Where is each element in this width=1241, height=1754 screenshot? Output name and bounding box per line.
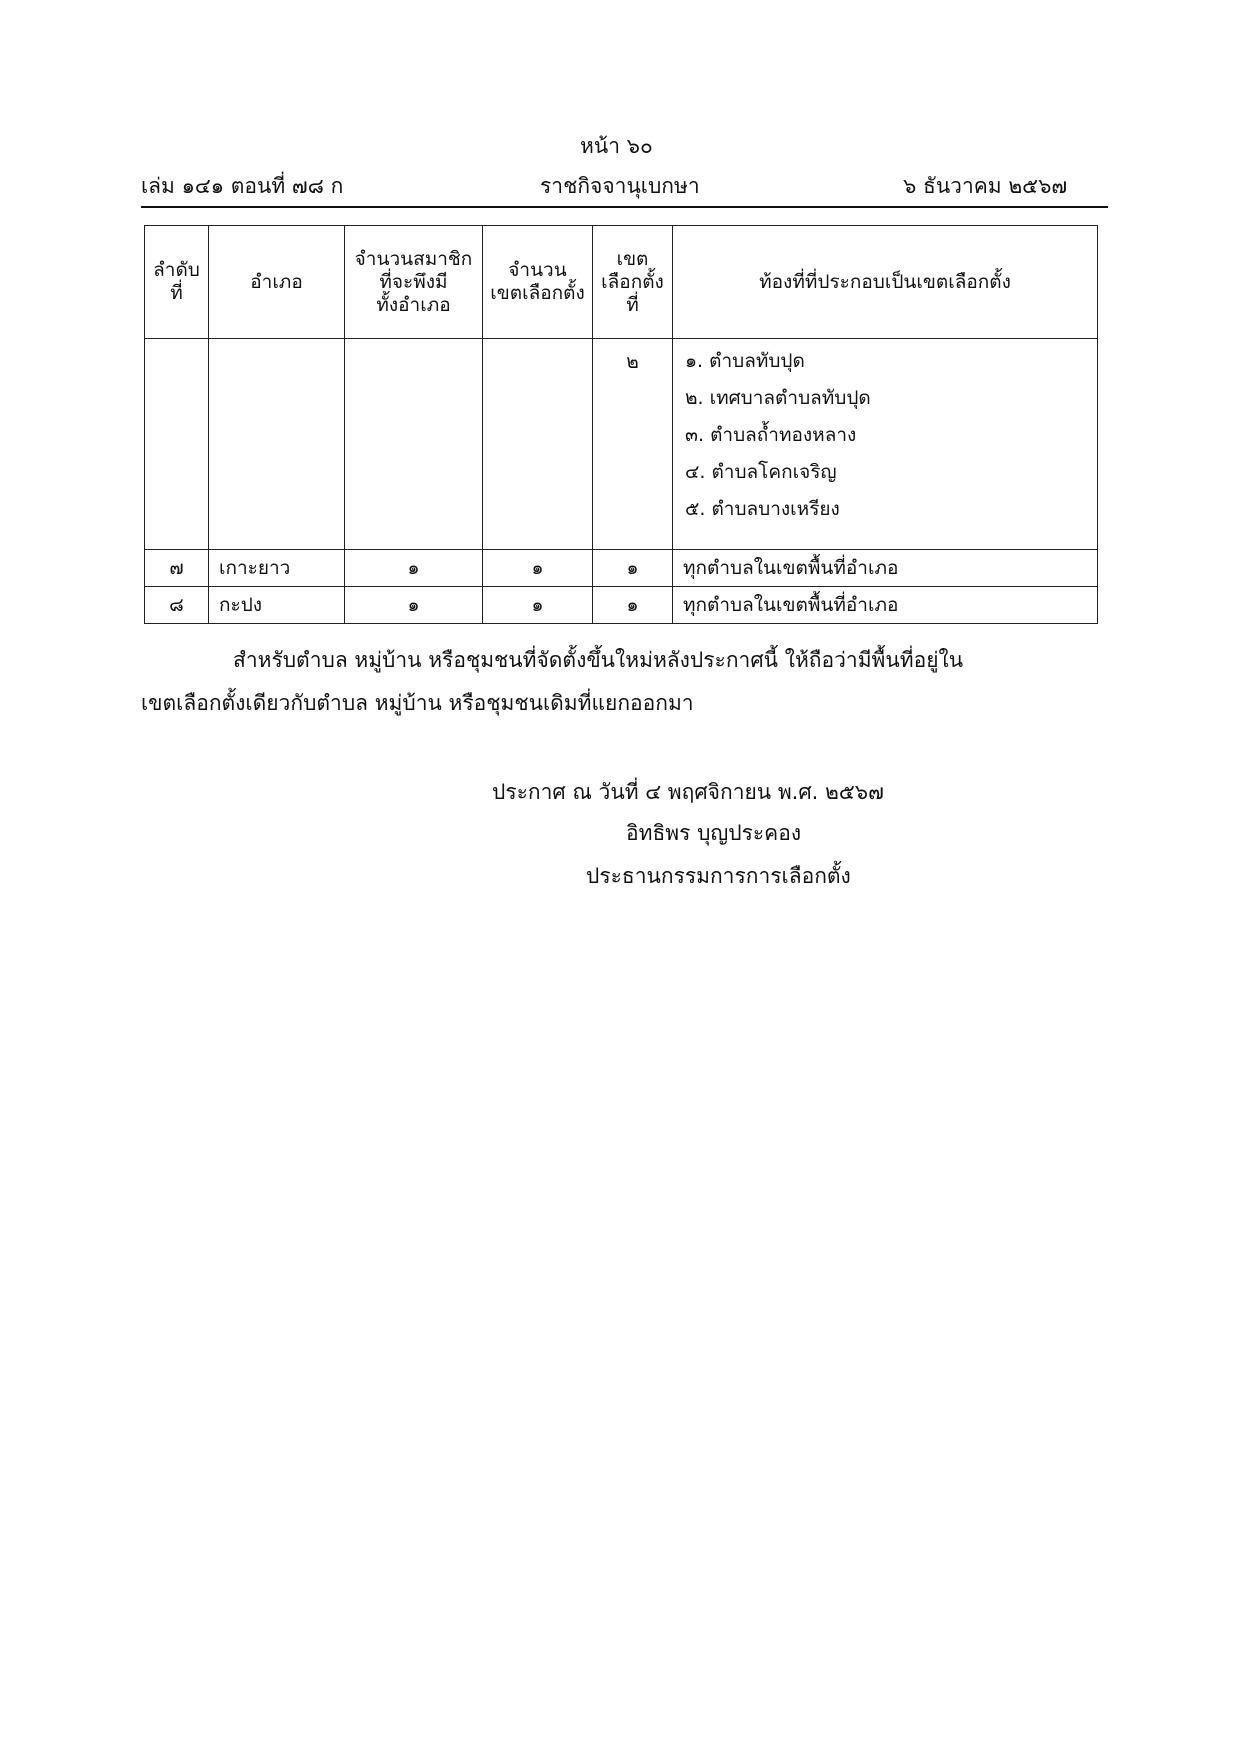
cell-zones — [483, 339, 593, 550]
cell-members: ๑ — [345, 587, 483, 624]
col-header-members-line: ทั้งอำเภอ — [376, 293, 451, 316]
table-row — [145, 587, 1098, 624]
cell-zone-no: ๑ — [593, 550, 673, 587]
cell-seq: ๗ — [145, 550, 209, 587]
col-header-members-line: จำนวนสมาชิก — [354, 247, 473, 270]
area-item: ๑. ตำบลทับปุด — [685, 350, 805, 372]
publication-name: ราชกิจจานุเบกษา — [540, 174, 700, 198]
cell-areas: ทุกตำบลในเขตพื้นที่อำเภอ — [673, 587, 1098, 624]
volume-issue: เล่ม ๑๔๑ ตอนที่ ๗๘ ก — [141, 174, 344, 198]
area-item: ๕. ตำบลบางเหรียง — [685, 498, 840, 520]
header-divider — [141, 206, 1108, 208]
col-header-seq-line: ลำดับ — [153, 259, 200, 281]
cell-areas — [673, 339, 1098, 550]
col-header-members-line: ที่จะพึงมี — [379, 270, 448, 293]
cell-district — [209, 339, 345, 550]
signatory-title: ประธานกรรมการการเลือกตั้ง — [586, 864, 851, 888]
col-header-zones-line: เขตเลือกตั้ง — [490, 282, 585, 304]
cell-members — [345, 339, 483, 550]
area-item: ๒. เทศบาลตำบลทับปุด — [685, 387, 871, 409]
cell-district: กะปง — [209, 587, 345, 624]
col-header-seq — [145, 226, 209, 339]
table-header-row — [145, 226, 1098, 339]
cell-zones: ๑ — [483, 550, 593, 587]
body-paragraph-line: เขตเลือกตั้งเดียวกับตำบล หมู่บ้าน หรือชุมชนเดิมที่แยกออกมา — [141, 691, 694, 715]
cell-seq — [145, 339, 209, 550]
cell-members: ๑ — [345, 550, 483, 587]
cell-district: เกาะยาว — [209, 550, 345, 587]
table-row — [145, 339, 1098, 550]
cell-zones: ๑ — [483, 587, 593, 624]
body-paragraph-line: สำหรับตำบล หมู่บ้าน หรือชุมชนที่จัดตั้งขึ้นใหม่หลังประกาศนี้ ให้ถือว่ามีพื้นที่อยู่ใน — [233, 648, 964, 672]
table-row — [145, 550, 1098, 587]
electoral-zone-table — [144, 225, 1098, 624]
area-item: ๓. ตำบลถ้ำทองหลาง — [685, 424, 857, 446]
col-header-members — [345, 226, 483, 339]
col-header-zone-no-line: เลือกตั้ง — [601, 270, 664, 293]
col-header-zones-line: จำนวน — [508, 259, 567, 281]
announcement-date: ประกาศ ณ วันที่ ๔ พฤศจิกายน พ.ศ. ๒๕๖๗ — [492, 780, 884, 804]
cell-zone-no: ๒ — [593, 339, 673, 550]
col-header-seq-line: ที่ — [170, 282, 183, 304]
signatory-name: อิทธิพร บุญประคอง — [626, 821, 802, 845]
col-header-zone-no-line: ที่ — [626, 293, 639, 316]
col-header-zone-no — [593, 226, 673, 339]
col-header-zone-no-line: เขต — [616, 247, 649, 270]
cell-seq: ๘ — [145, 587, 209, 624]
page-number: หน้า ๖๐ — [580, 134, 653, 158]
col-header-areas: ท้องที่ที่ประกอบเป็นเขตเลือกตั้ง — [673, 226, 1098, 339]
cell-areas: ทุกตำบลในเขตพื้นที่อำเภอ — [673, 550, 1098, 587]
publication-date: ๖ ธันวาคม ๒๕๖๗ — [903, 174, 1068, 198]
cell-zone-no: ๑ — [593, 587, 673, 624]
col-header-district: อำเภอ — [209, 226, 345, 339]
col-header-zones — [483, 226, 593, 339]
area-item: ๔. ตำบลโคกเจริญ — [685, 461, 837, 483]
